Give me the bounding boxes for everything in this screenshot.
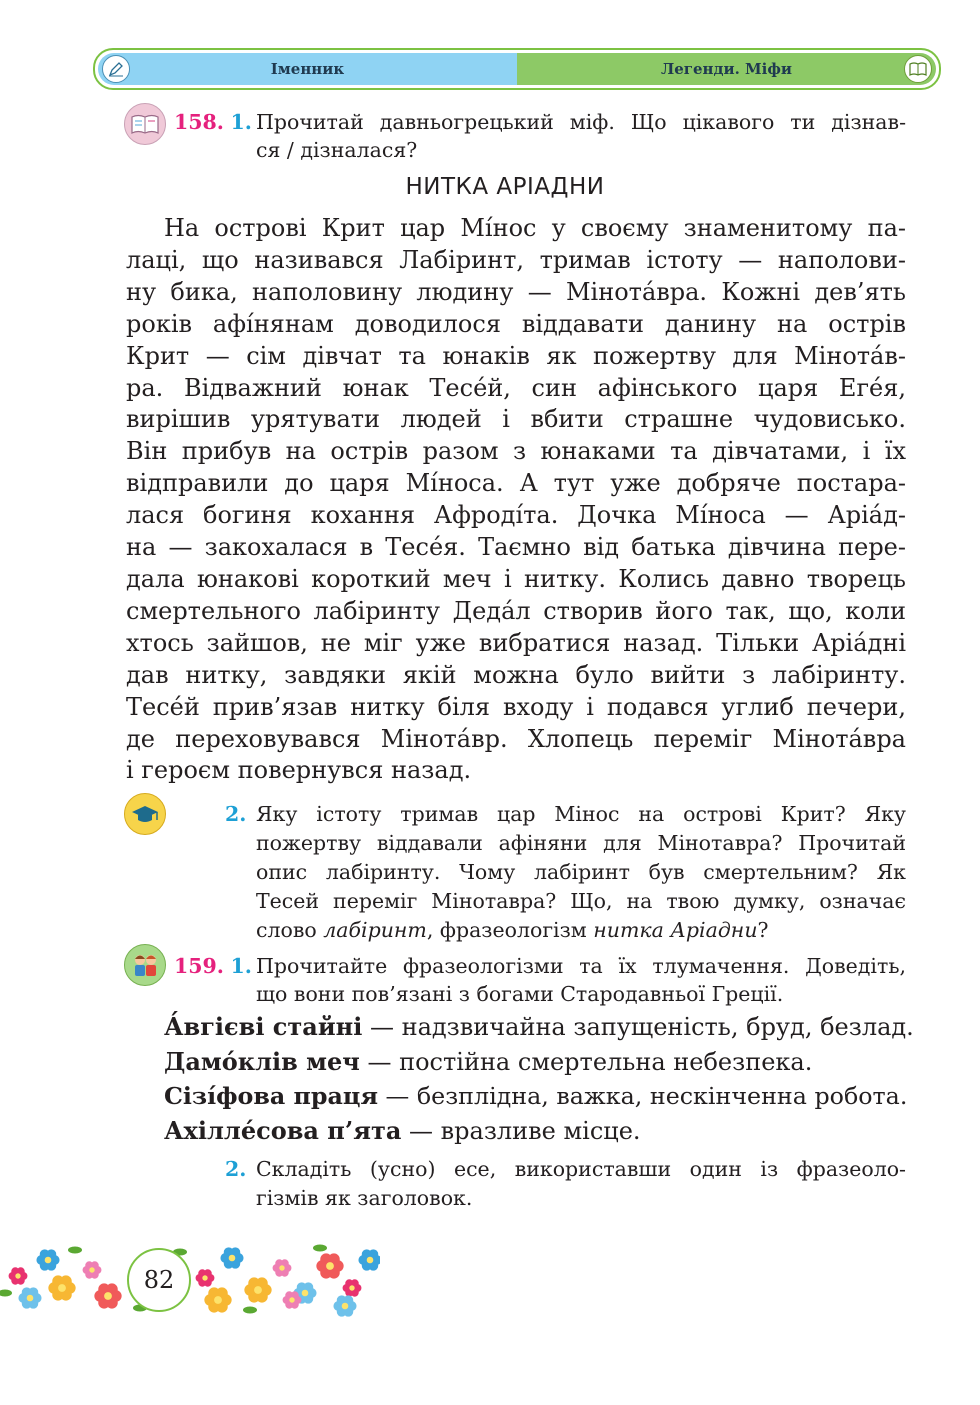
phraseology-list (164, 1010, 914, 1148)
flower-icon (196, 1269, 215, 1286)
story-line: Він прибув на острів разом з юнаками та дівчатами, і їх (126, 437, 906, 466)
story-line: Тесе́й прив’язав нитку біля входу і подався углиб печери, (126, 692, 906, 721)
task-158-number-line (174, 108, 252, 136)
story-line: лаці, що називався Лабіринт, тримав істоту — наполови- (126, 245, 906, 274)
text-line: Тесей переміг Мінотавра? Що, на твою думку, означає (256, 889, 906, 913)
story-line: дала юнакові короткий меч і нитку. Колись давно творець (126, 564, 906, 593)
story-line: ра. Відважний юнак Тесе́й, син афінського царя Еге́я, (126, 373, 906, 402)
phrase-term: А́вгієві стайні (164, 1012, 363, 1041)
phrase-item (164, 1045, 914, 1080)
text-line: Складіть (усно) есе, використавши один із фразеоло- (256, 1157, 906, 1181)
flower-icon (220, 1247, 243, 1268)
story-line: дав нитку, завдяки якій можна було вийти з лабіринту. (126, 660, 906, 689)
flower-icon (36, 1249, 59, 1270)
task-159-text-line2: що вони пов’язані з богами Стародавньої Греції. (256, 982, 784, 1006)
header-section-right (517, 53, 936, 85)
task-158-text-line1: Прочитай давньогрецький міф. Що цікавого ти дізнав- (256, 110, 906, 134)
flower-icon (18, 1287, 41, 1308)
story-line: лася богиня кохання Афроді́та. Дочка Мі́носа — Аріа́д- (126, 501, 906, 530)
text-line: гізмів як заголовок. (256, 1186, 473, 1210)
italic-term: лабіринт (323, 918, 427, 942)
phrase-term: Дамо́клів меч (164, 1046, 360, 1076)
flower-icon (343, 1279, 362, 1296)
story-line: смертельного лабіринту Деда́л створив його так, що, коли (126, 596, 906, 625)
story-line: років афі́нянам доводилося віддавати данину на острів (126, 309, 906, 338)
header-section-left (98, 53, 517, 85)
story-line: на — закохалася в Тесе́я. Таємно від батька дівчина пере- (126, 533, 906, 562)
story-line: На острові Крит цар Мі́нос у своєму знаменитому па- (164, 214, 906, 242)
flower-icon (273, 1259, 292, 1276)
story-text (126, 213, 906, 787)
story-line: відправили до царя Мі́носа. А тут уже добряче постара- (126, 469, 906, 498)
leaf-icon (68, 1247, 82, 1254)
flower-icon (94, 1283, 121, 1308)
page-number: 82 (127, 1248, 191, 1312)
task-158-2-text (256, 800, 906, 945)
header-left-label: Іменник (270, 60, 345, 78)
phrase-definition: — безплідна, важка, нескінченна робота. (378, 1082, 908, 1110)
book-icon (904, 55, 932, 83)
flower-icon (316, 1253, 343, 1278)
phrase-item (164, 1010, 914, 1045)
story-title: НИТКА АРІАДНИ (405, 174, 605, 200)
leaf-icon (0, 1290, 12, 1297)
flower-icon (48, 1275, 75, 1300)
phrase-item (164, 1114, 914, 1149)
italic-term: нитка Аріадни (593, 918, 758, 942)
story-line: і героєм повернувся назад. (126, 756, 472, 785)
graduation-cap-icon (124, 793, 166, 835)
story-line: ну бика, наполовину людину — Мінота́вра. Кожні дев’ять (126, 277, 906, 306)
flower-icon (204, 1287, 231, 1312)
text-fragment: ? (757, 918, 769, 942)
leaf-icon (313, 1245, 327, 1252)
phrase-definition: — постійна смертельна небезпека. (359, 1047, 813, 1076)
story-line: вирішив урятувати людей і вбити страшне чудовисько. (126, 405, 906, 434)
phrase-definition: — вразливе місце. (401, 1116, 641, 1145)
phrase-term: Ахілле́сова п’ята (164, 1115, 402, 1145)
task-159-text-line1: Прочитайте фразеологізми та їх тлумачення. Доведіть, (256, 954, 906, 978)
flower-icon (9, 1267, 28, 1284)
text-line: опис лабіринту. Чому лабіринт був смертельним? Як (256, 860, 906, 884)
flower-icon (333, 1295, 356, 1316)
story-line: де переховувався Мінота́вр. Хлопець переміг Мінота́вра (126, 724, 906, 753)
text-line-last (256, 916, 906, 945)
subtask-number: 2. (225, 1157, 247, 1181)
open-book-icon (124, 103, 166, 145)
children-icon (124, 944, 166, 986)
task-158-text-line2: ся / дізналася? (256, 138, 418, 162)
task-159-number-line (174, 952, 252, 980)
subtask-number: 1. (230, 110, 252, 134)
subtask-number: 1. (230, 954, 252, 978)
header-right-label: Легенди. Міфи (660, 60, 793, 78)
task-159-2-text (256, 1155, 906, 1213)
text-fragment: слово (256, 918, 324, 942)
page-header (93, 48, 941, 90)
story-line: Крит — сім дівчат та юнаків як пожертву для Мінота́в- (126, 341, 906, 370)
task-number: 158. (174, 110, 224, 134)
subtask-number: 2. (225, 802, 247, 826)
text-fragment: , фразеологізм (426, 918, 594, 942)
phrase-item (164, 1079, 914, 1114)
flower-icon (358, 1249, 380, 1270)
flower-icon (244, 1277, 271, 1302)
flower-icon (83, 1261, 102, 1278)
phrase-term: Сізі́фова праця (164, 1082, 378, 1110)
text-line: пожертву віддавали афіняни для Мінотавра? Прочитай (256, 831, 906, 855)
story-line: хтось зайшов, не міг уже вибратися назад. Тільки Аріа́дні (126, 628, 906, 657)
leaf-icon (243, 1307, 257, 1314)
phrase-definition: — надзвичайна запущеність, бруд, безлад. (362, 1013, 914, 1041)
task-number: 159. (174, 954, 224, 978)
text-line: Яку істоту тримав цар Мінос на острові Крит? Яку (256, 802, 906, 826)
